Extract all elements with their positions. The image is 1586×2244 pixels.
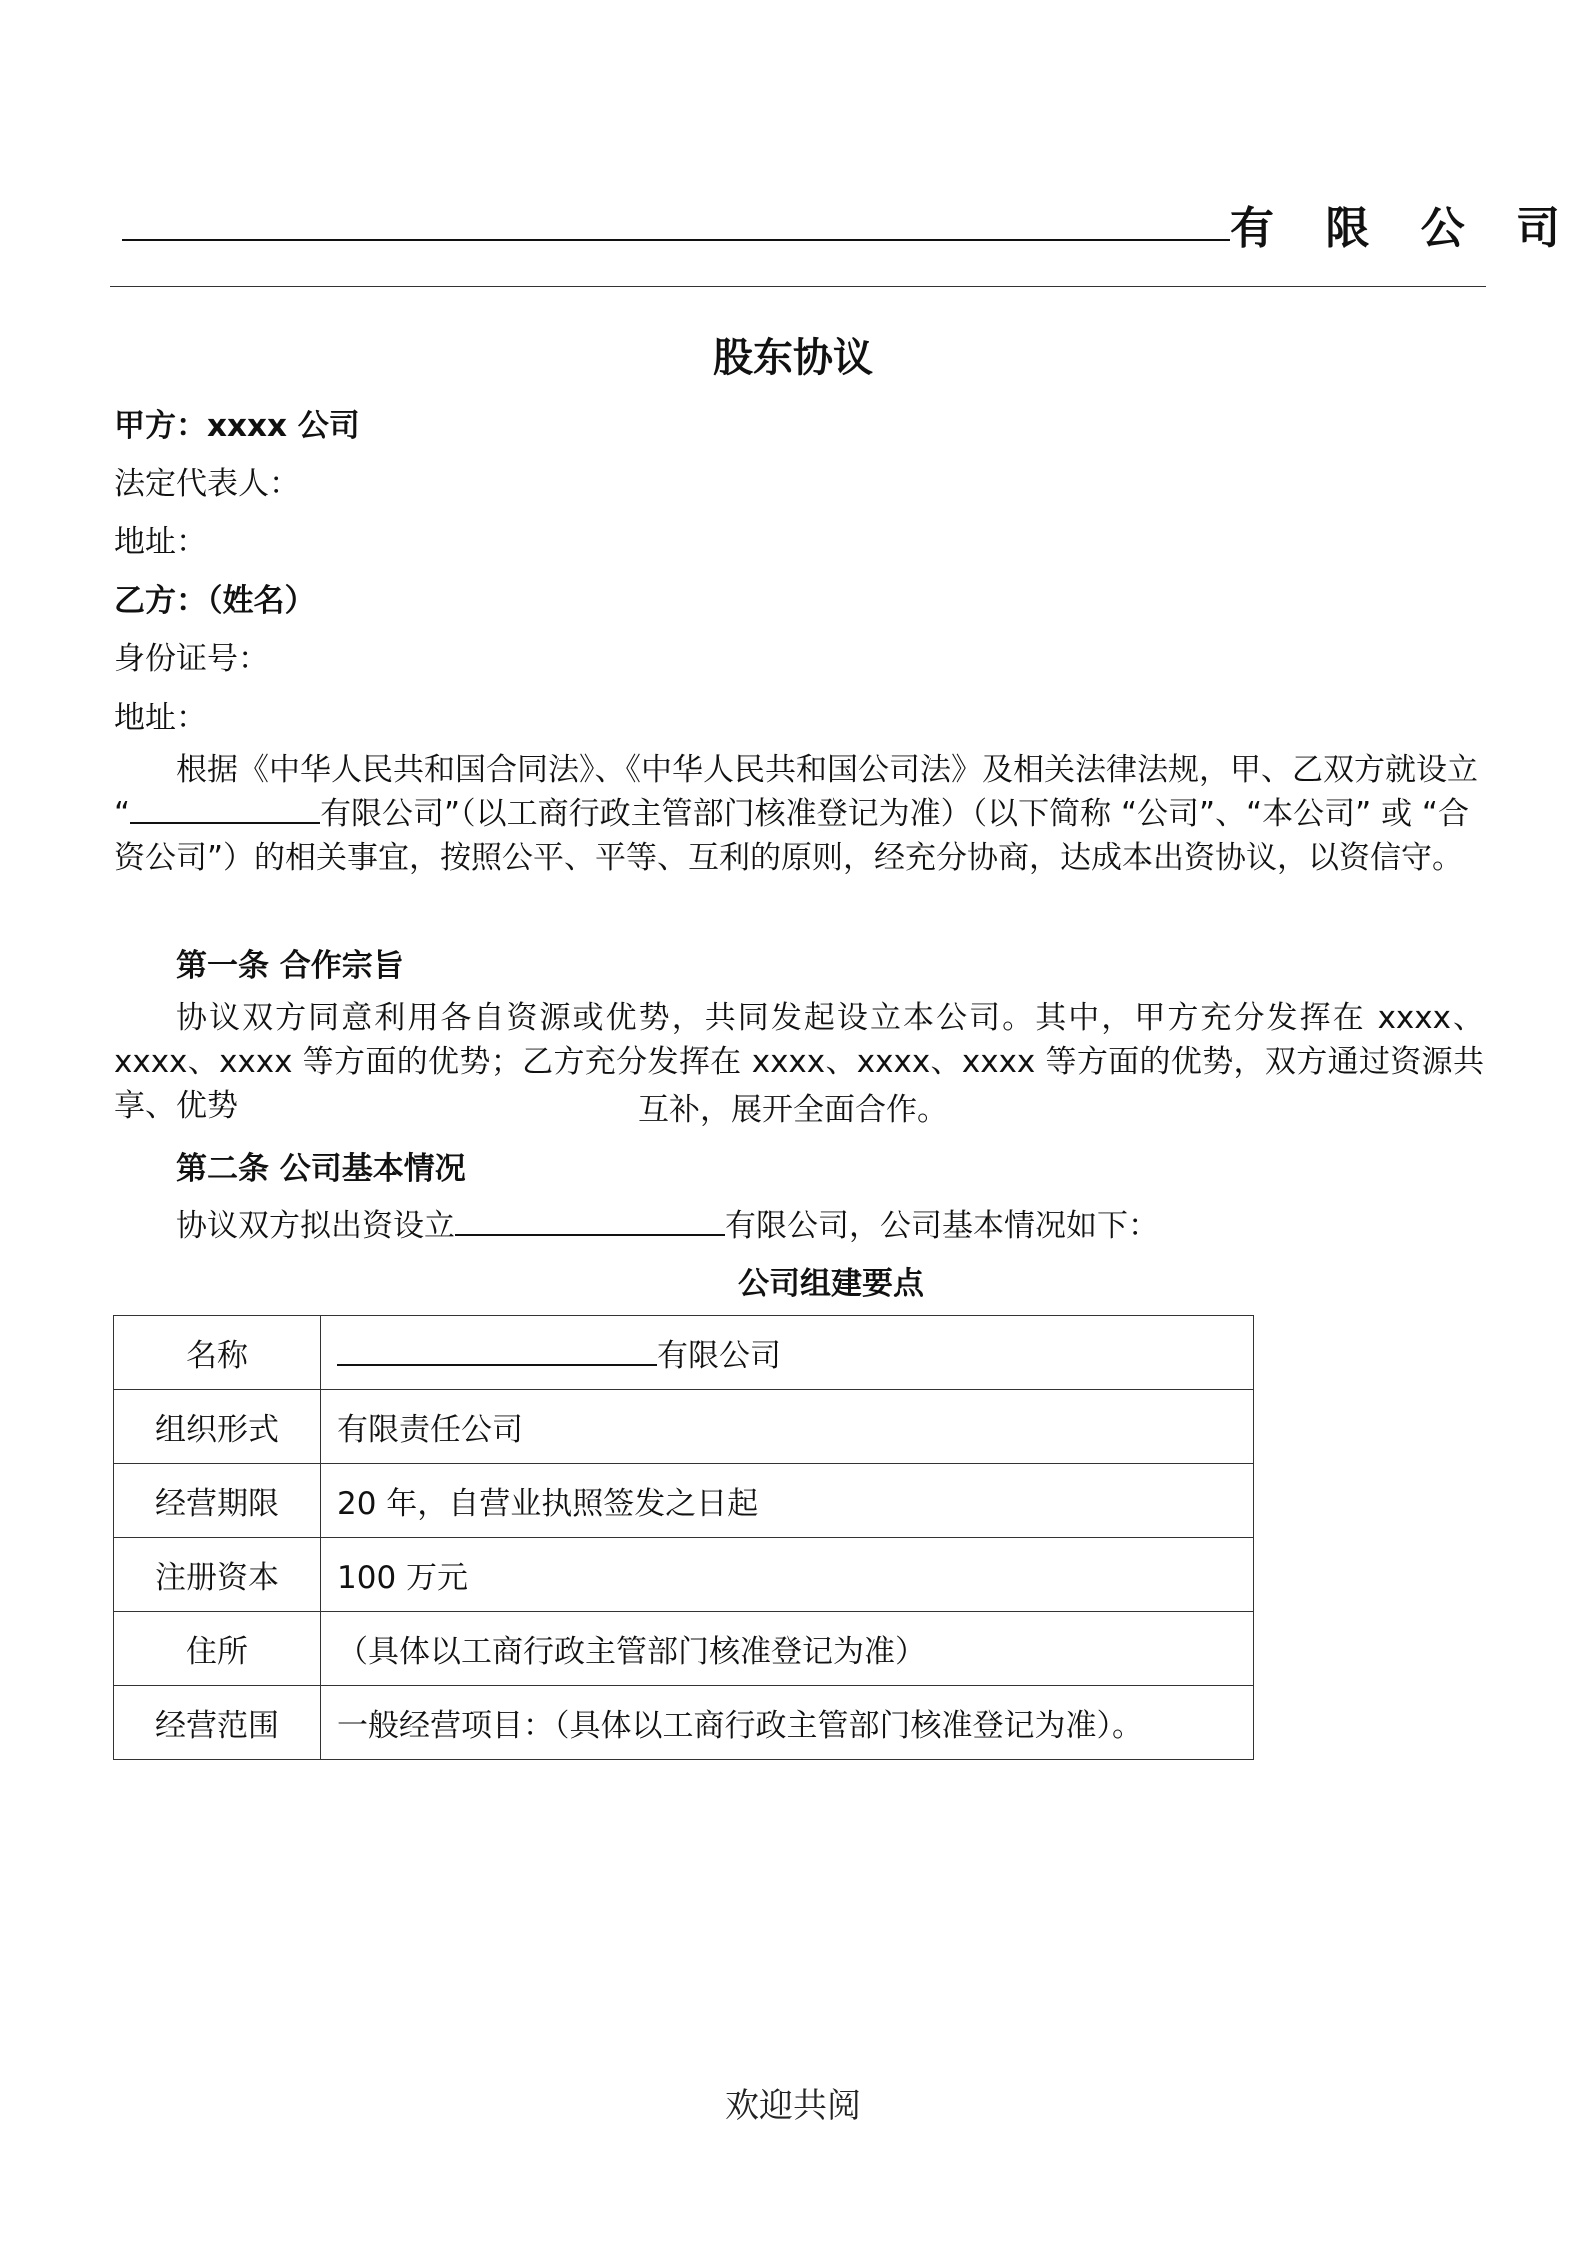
party-a-legal-rep: 法定代表人： xyxy=(114,466,300,502)
table-cell-value: 100 万元 xyxy=(321,1538,1254,1612)
header-company-suffix: 有 限 公 司 xyxy=(1230,203,1578,254)
intro-text-part2: 有限公司”（以工商行政主管部门核准登记为准）（以下简称 “公司”、“本公司” 或 “合资公司”）的相关事宜，按照公平、平等、互利的原则，经充分协商，达成本出资协议，以资信守。 xyxy=(114,796,1469,876)
party-b-address: 地址： xyxy=(114,700,207,736)
article1-text: 协议双方同意利用各自资源或优势，共同发起设立本公司。其中，甲方充分发挥在 xxxx、xxxx、xxxx 等方面的优势；乙方充分发挥在 xxxx、xxxx、xxxx 等方面的优势，双方通过资源共享、优势 xyxy=(114,1000,1484,1124)
table-cell-label: 经营期限 xyxy=(114,1464,321,1538)
intro-paragraph xyxy=(114,748,1484,880)
table-cell-value: （具体以工商行政主管部门核准登记为准） xyxy=(321,1612,1254,1686)
table-row xyxy=(114,1686,1254,1760)
header-divider xyxy=(110,286,1486,287)
table-row xyxy=(114,1316,1254,1390)
company-name-blank-inline xyxy=(130,794,320,824)
table-row xyxy=(114,1390,1254,1464)
intro-text-part1: 根据《中华人民共和国合同法》、《中华人民共和国公司法》及相关法律法规，甲、乙双方就设立 “ xyxy=(114,752,1478,832)
party-a-address: 地址： xyxy=(114,524,207,560)
table-cell-value: 20 年，自营业执照签发之日起 xyxy=(321,1464,1254,1538)
table-cell-value: 一般经营项目：（具体以工商行政主管部门核准登记为准）。 xyxy=(321,1686,1254,1760)
table-row xyxy=(114,1464,1254,1538)
table-value-text: 有限公司 xyxy=(657,1338,781,1374)
table-caption: 公司组建要点 xyxy=(738,1266,924,1302)
article2-text xyxy=(176,1200,1159,1245)
table-cell-label: 注册资本 xyxy=(114,1538,321,1612)
table-cell-value: 有限责任公司 xyxy=(321,1390,1254,1464)
article1-text-last: 互补，展开全面合作。 xyxy=(638,1092,948,1128)
company-name-blank-table xyxy=(337,1336,657,1366)
company-name-blank-article2 xyxy=(455,1206,725,1236)
page-footer: 欢迎共阅 xyxy=(725,2086,861,2126)
party-b-id-number: 身份证号： xyxy=(114,641,269,677)
table-cell-label: 名称 xyxy=(114,1316,321,1390)
article1-heading: 第一条 合作宗旨 xyxy=(176,948,404,984)
company-info-table xyxy=(113,1315,1254,1760)
table-row xyxy=(114,1612,1254,1686)
table-cell-value xyxy=(321,1316,1254,1390)
article2-heading: 第二条 公司基本情况 xyxy=(176,1151,466,1187)
party-a-label: 甲方：xxxx 公司 xyxy=(114,408,360,444)
article2-text-before: 协议双方拟出资设立 xyxy=(176,1208,455,1244)
table-cell-label: 组织形式 xyxy=(114,1390,321,1464)
party-b-label: 乙方：（姓名） xyxy=(114,583,316,619)
company-name-blank xyxy=(122,239,1230,241)
table-cell-label: 经营范围 xyxy=(114,1686,321,1760)
document-title: 股东协议 xyxy=(713,335,873,381)
table-row xyxy=(114,1538,1254,1612)
table-cell-label: 住所 xyxy=(114,1612,321,1686)
article2-text-after: 有限公司，公司基本情况如下： xyxy=(725,1208,1159,1244)
